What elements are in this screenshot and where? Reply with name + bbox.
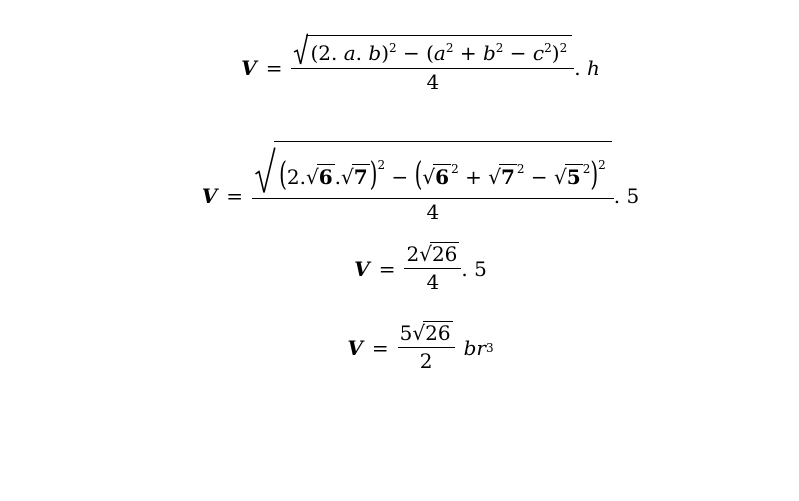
equals-sign: = xyxy=(226,183,244,208)
denominator: 4 xyxy=(404,268,461,294)
variable-a: a xyxy=(433,40,446,65)
equation-1 xyxy=(42,32,799,104)
variable-V: V xyxy=(347,335,363,360)
exponent-2: 2 xyxy=(377,158,386,172)
radicand xyxy=(306,35,572,66)
exponent-3: 3 xyxy=(485,341,494,356)
equals-sign: = xyxy=(371,335,389,360)
denominator: 4 xyxy=(252,198,614,224)
multiplication-dot: . xyxy=(461,256,475,281)
unit-br: br xyxy=(463,335,486,360)
radicand-5: 5 xyxy=(566,165,581,189)
variable-b: b xyxy=(482,40,496,65)
fraction xyxy=(252,141,614,225)
plus-sign: + xyxy=(453,40,483,65)
exponent-2: 2 xyxy=(582,162,591,176)
numerator xyxy=(252,141,614,198)
coefficient: 2 xyxy=(406,242,420,266)
close-paren: ) xyxy=(369,153,378,194)
variable-h: h xyxy=(586,55,600,80)
minus-sign: − xyxy=(524,165,555,189)
close-paren: ) xyxy=(381,40,389,65)
radicand-7: 7 xyxy=(500,165,515,189)
radicand-26: 26 xyxy=(425,321,451,345)
equals-sign: = xyxy=(265,55,283,80)
equation-4 xyxy=(42,321,799,376)
multiplication-dot: . xyxy=(574,55,587,80)
multiplication-dot: . xyxy=(355,40,369,65)
radical-sign: √ xyxy=(488,165,501,189)
numerator xyxy=(291,32,574,68)
fraction xyxy=(398,321,455,374)
open-paren: ( xyxy=(279,153,287,194)
radicand-7: 7 xyxy=(353,165,368,189)
open-group: (2. xyxy=(310,40,344,65)
fraction xyxy=(404,242,461,295)
variable-V: V xyxy=(354,256,370,281)
factor-5: 5 xyxy=(474,256,487,281)
radical-sign: √ xyxy=(554,165,567,189)
denominator: 2 xyxy=(398,347,455,373)
equation-2 xyxy=(42,141,799,252)
radicand-6: 6 xyxy=(318,165,333,189)
variable-a: a xyxy=(343,40,356,65)
multiplication-dot: . xyxy=(613,183,627,208)
exponent-2: 2 xyxy=(451,162,459,176)
close-paren: ) xyxy=(551,40,560,65)
factor-5: 5 xyxy=(626,183,640,208)
fraction xyxy=(291,32,574,94)
radical-sign: √ xyxy=(422,165,436,189)
plus-sign: + xyxy=(458,165,489,189)
variable-V: V xyxy=(201,183,218,208)
radical-sign: √ xyxy=(419,242,432,266)
coefficient: 2. xyxy=(286,165,306,189)
minus-sign: − xyxy=(503,40,533,65)
minus-open-paren: − ( xyxy=(396,40,434,65)
radicand-26: 26 xyxy=(431,242,458,266)
exponent-2: 2 xyxy=(559,40,568,55)
variable-V: V xyxy=(241,55,257,80)
variable-b: b xyxy=(368,40,382,65)
close-paren: ) xyxy=(590,153,599,194)
equals-sign: = xyxy=(378,256,396,281)
exponent-2: 2 xyxy=(544,40,552,55)
variable-c: c xyxy=(532,40,545,65)
exponent-2: 2 xyxy=(598,158,606,172)
coefficient: 5 xyxy=(399,321,413,345)
denominator: 4 xyxy=(291,68,574,94)
radical-sign: √ xyxy=(412,321,426,345)
numerator xyxy=(398,321,455,347)
exponent-2: 2 xyxy=(516,162,525,176)
numerator xyxy=(404,242,461,268)
multiplication-dot: . xyxy=(334,165,341,189)
square-root xyxy=(254,141,612,196)
minus-sign: − xyxy=(385,165,415,189)
square-root xyxy=(293,32,572,66)
equation-3 xyxy=(42,242,799,297)
radicand xyxy=(274,141,612,196)
radical-sign: √ xyxy=(305,165,319,189)
exponent-2: 2 xyxy=(445,40,454,55)
open-paren: ( xyxy=(414,153,423,194)
exponent-2: 2 xyxy=(495,40,504,55)
radicand-6: 6 xyxy=(435,165,450,189)
radical-icon xyxy=(254,146,276,196)
exponent-2: 2 xyxy=(389,40,397,55)
radical-sign: √ xyxy=(341,165,354,189)
